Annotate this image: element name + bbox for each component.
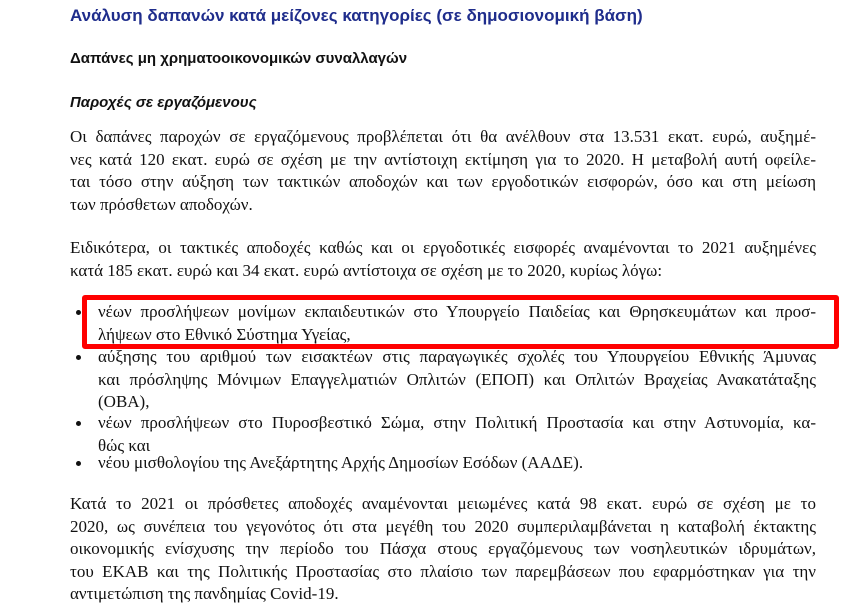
text-line: Ειδικότερα, οι τακτικές αποδοχές καθώς και οι εργοδοτικές εισφορές αναμένονται το 2021 αυξημένες (70, 238, 816, 257)
text-line: νες κατά 120 εκατ. ευρώ σε σχέση με την αντίστοιχη εκτίμηση για το 2020. Η μεταβολή αυτή οφείλε- (70, 149, 816, 169)
text-line: του ΕΚΑΒ και της Πολιτικής Προστασίας στο πλαίσιο των παρεμβάσεων που εφαρμόστηκαν για την (70, 561, 816, 581)
bullet-icon (76, 461, 81, 466)
bullet-icon (76, 421, 81, 426)
text-line: θώς και (98, 435, 151, 455)
text-line: αύξησης του αριθμού των εισακτέων στις παραγωγικές σχολές του Υπουργείου Εθνικής Άμυνας (98, 347, 816, 366)
text-line: των πρόσθετων αποδοχών. (70, 194, 253, 214)
text-line: λήψεων στο Εθνικό Σύστημα Υγείας, (98, 324, 351, 344)
text-line: νέου μισθολογίου της Ανεξάρτητης Αρχής Δημοσίων Εσόδων (ΑΑΔΕ). (98, 453, 584, 472)
paragraph-additional-pay (70, 493, 816, 606)
text-line: νέων προσλήψεων μονίμων εκπαιδευτικών στο Υπουργείο Παιδείας και Θρησκευμάτων και προσ- (98, 302, 816, 321)
section-heading: Δαπάνες μη χρηματοοικονομικών συναλλαγών (70, 50, 408, 67)
text-line: αντιμετώπιση της πανδημίας Covid-19. (70, 584, 339, 603)
text-line: κατά 185 εκατ. ευρώ και 34 εκατ. ευρώ αντίστοιχα σε σχέση με το 2020, κυρίως λόγω: (70, 260, 663, 280)
bullet-icon (76, 355, 81, 360)
bullet-icon (76, 310, 81, 315)
text-line: νέων προσλήψεων στο Πυροσβεστικό Σώμα, στην Πολιτική Προστασία και στην Αστυνομία, κα- (98, 413, 816, 432)
text-line: Κατά το 2021 οι πρόσθετες αποδοχές αναμένονται μειωμένες κατά 98 εκατ. ευρώ σε σχέση με το (70, 494, 816, 513)
text-line: Οι δαπάνες παροχών σε εργαζόμενους προβλέπεται ότι θα ανέλθουν στα 13.531 εκατ. ευρώ, αυξημέ- (70, 127, 816, 146)
main-heading: Ανάλυση δαπανών κατά μείζονες κατηγορίες (σε δημοσιονομική βάση) (70, 6, 643, 25)
text-line: οικονομικής ενίσχυσης την περίοδο του Πάσχα στους εργαζόμενους των νοσηλευτικών ιδρυμάτων, (70, 539, 816, 558)
text-line: 2020, ως συνέπεια του γεγονότος ότι στα μεγέθη του 2020 συμπεριλαμβάνεται η καταβολή έκτακτης (70, 516, 816, 536)
subsection-heading: Παροχές σε εργαζόμενους (70, 94, 257, 111)
highlight-box (82, 295, 839, 349)
paragraph-employee-benefits (70, 126, 816, 216)
text-line: (ΟΒΑ), (98, 392, 150, 411)
text-line: ται τόσο στην αύξηση των τακτικών αποδοχών και των εργοδοτικών εισφορών, όσο και στη μείωση (70, 172, 816, 191)
paragraph-regular-pay (70, 237, 816, 282)
text-line: και πρόσληψης Μόνιμων Επαγγελματιών Οπλιτών (ΕΠΟΠ) και Οπλιτών Βραχείας Ανακατάταξης (98, 369, 816, 389)
